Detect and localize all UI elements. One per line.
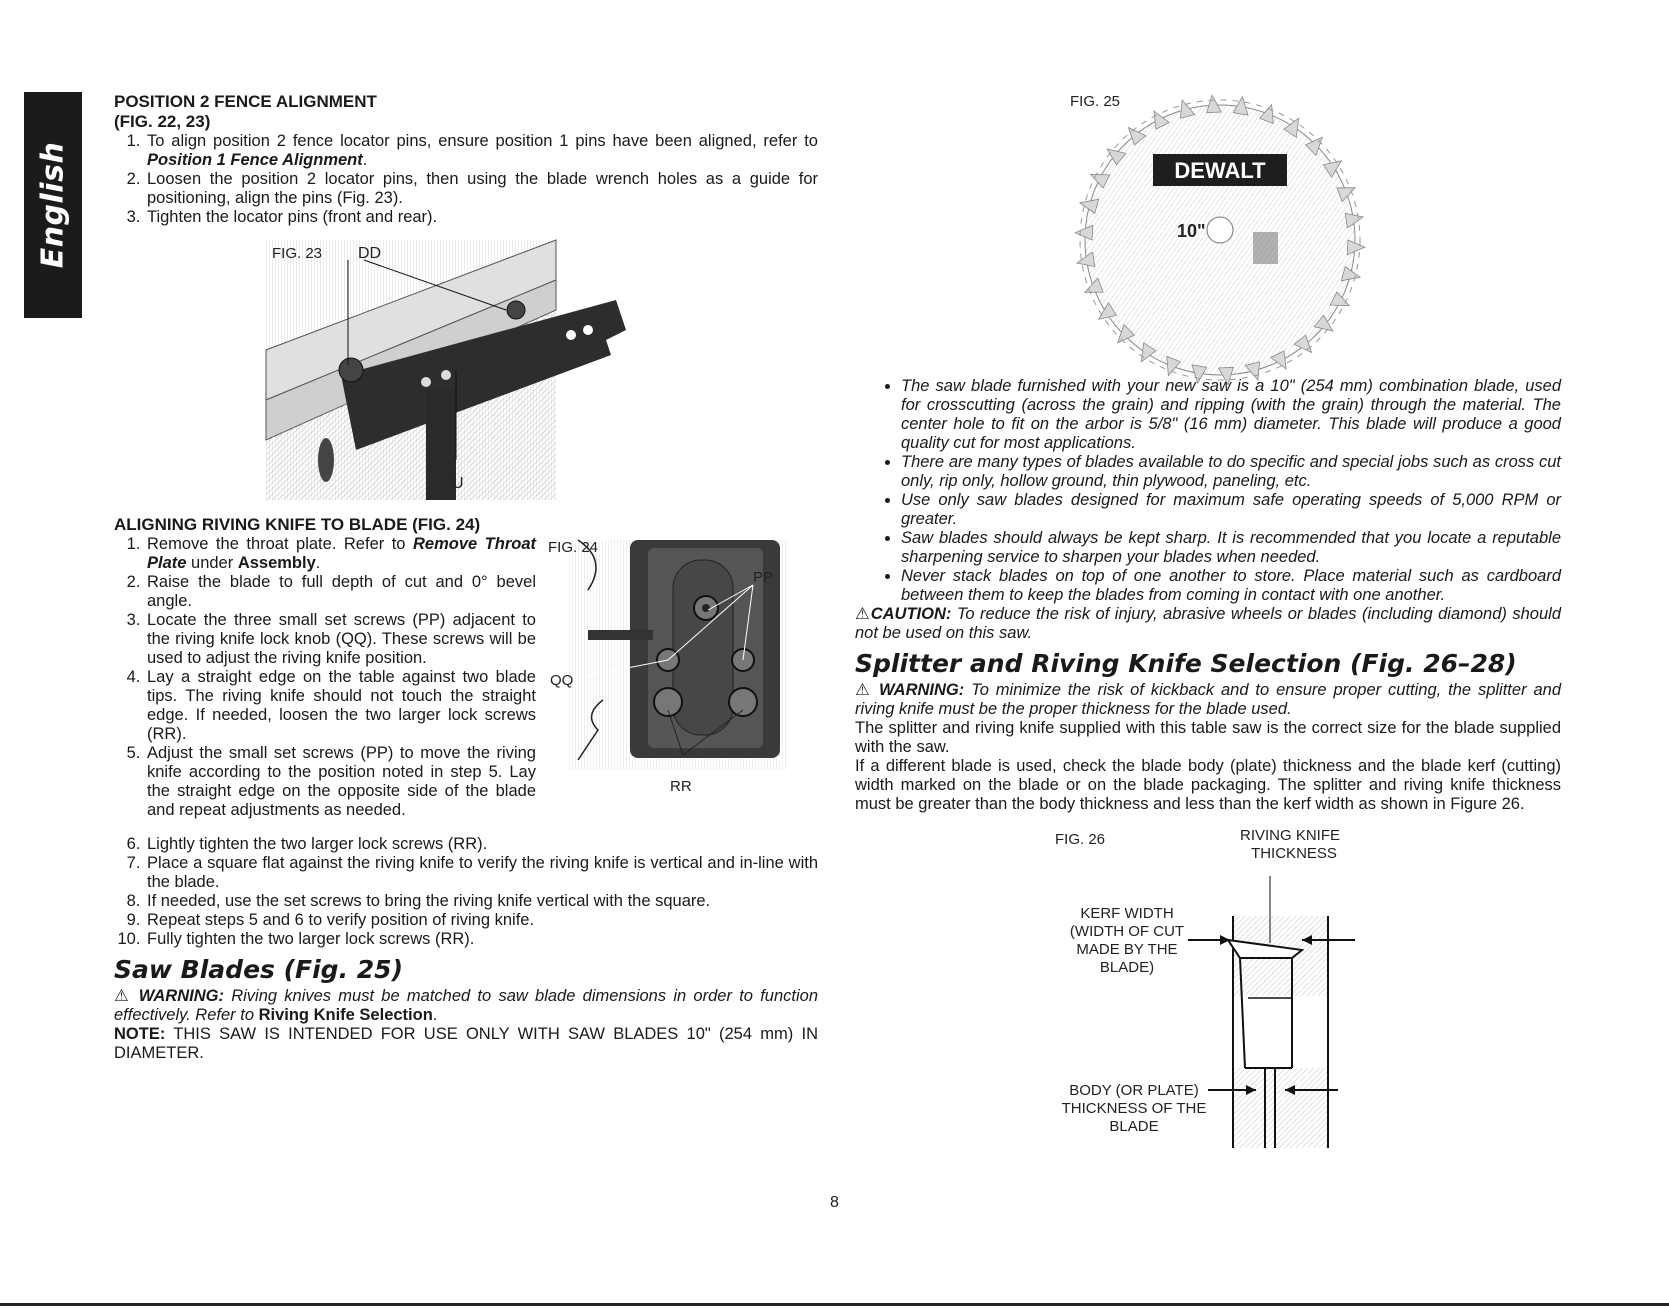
- kerf-label-3: MADE BY THE: [1076, 941, 1178, 958]
- fig24-illustration: [548, 530, 798, 805]
- warning-text: .: [432, 1006, 438, 1024]
- blade-tooth: [1075, 225, 1093, 240]
- paragraph-1: The splitter and riving knife supplied with this table saw is the correct size for the blade supplied with the saw.: [855, 719, 1561, 756]
- step-text: To align position 2 fence locator pins, ensure position 1 pins have been aligned, refer to: [147, 132, 818, 150]
- fig26-label: FIG. 26: [1055, 831, 1106, 848]
- warning-text: Riving knives must be matched to saw blade dimensions in order to function effectively. Refer to: [114, 987, 818, 1024]
- page-number: 8: [830, 1194, 839, 1211]
- caution-label: CAUTION:: [870, 605, 952, 623]
- cross-reference: Riving Knife Selection: [258, 1006, 433, 1024]
- warning-icon: ⚠: [855, 605, 871, 623]
- body-label-1: BODY (OR PLATE): [1069, 1082, 1199, 1099]
- callout-qq: QQ: [550, 672, 574, 689]
- fig23-label: FIG. 23: [272, 245, 323, 262]
- saw-blades-warning: [114, 987, 818, 1025]
- list-item: [145, 132, 818, 170]
- step-text: .: [315, 554, 321, 572]
- riving-section: [114, 515, 536, 820]
- position2-subtitle: (FIG. 22, 23): [114, 112, 211, 131]
- splitter-title: Splitter and Riving Knife Selection (Fig. 26–28): [855, 649, 1517, 678]
- caution-paragraph: [855, 605, 1561, 643]
- list-item: • There are many types of blades available to do specific and special jobs such as cross cut only, rip only, hollow ground, thin plywood, paneling, etc.: [901, 453, 1561, 491]
- saw-blades-title: Saw Blades (Fig. 25): [114, 955, 403, 984]
- warning-icon: ⚠: [114, 987, 132, 1005]
- list-item: 3. Tighten the locator pins (front and rear).: [145, 208, 818, 227]
- list-item: 2. Loosen the position 2 locator pins, then using the blade wrench holes as a guide for positioning, align the pins (Fig. 23).: [145, 170, 818, 208]
- position2-title: POSITION 2 FENCE ALIGNMENT: [114, 92, 377, 111]
- saw-blades-note: [114, 1025, 818, 1063]
- position2-steps: [114, 132, 818, 227]
- fig23-illustration: [266, 240, 651, 500]
- blade-tooth: [1207, 95, 1222, 112]
- list-item: • Never stack blades on top of one another to store. Place material such as cardboard between them to keep the blades from coming in contact with one another.: [901, 567, 1561, 605]
- riving-steps-b-wrap: [114, 835, 818, 1063]
- list-item: • Use only saw blades designed for maximum safe operating speeds of 5,000 RPM or greater.: [901, 491, 1561, 529]
- blade-bullets: [855, 377, 1561, 605]
- callout-u: U: [452, 475, 464, 492]
- callout-rr: RR: [670, 778, 692, 795]
- list-item: [145, 535, 536, 573]
- list-item: 3. Locate the three small set screws (PP) adjacent to the riving knife lock knob (QQ). These screws will be used to adjust the riving knife position.: [145, 611, 536, 668]
- right-column: [855, 377, 1561, 814]
- body-label-3: BLADE: [1109, 1118, 1159, 1135]
- blade-size: 10": [1177, 221, 1206, 241]
- kerf-label-1: KERF WIDTH: [1080, 905, 1174, 922]
- list-item: 8. If needed, use the set screws to bring the riving knife vertical with the square.: [145, 892, 818, 911]
- riving-title: ALIGNING RIVING KNIFE TO BLADE (FIG. 24): [114, 515, 481, 534]
- riving-thickness-label-2: THICKNESS: [1251, 845, 1337, 862]
- riving-thickness-label-1: RIVING KNIFE: [1239, 827, 1341, 844]
- list-item: 2. Raise the blade to full depth of cut and 0° bevel angle.: [145, 573, 536, 611]
- blade-brand: DEWALT: [1174, 158, 1266, 183]
- blade-tooth: [1347, 240, 1365, 255]
- step-text: Remove the throat plate. Refer to: [147, 535, 413, 553]
- fig25-illustration: [1070, 92, 1360, 382]
- list-item: 9. Repeat steps 5 and 6 to verify position of riving knife.: [145, 911, 818, 930]
- riving-steps-a: [114, 535, 536, 820]
- saw-blade-icon: [1075, 95, 1365, 385]
- warning-icon: ⚠: [855, 681, 873, 699]
- fig24-label: FIG. 24: [548, 539, 599, 556]
- bottom-divider: [0, 1303, 1669, 1306]
- cross-reference: Position 1 Fence Alignment: [147, 151, 363, 169]
- kerf-label-4: BLADE): [1099, 959, 1155, 976]
- language-label: English: [35, 141, 71, 269]
- callout-pp: PP: [753, 569, 774, 586]
- list-item: 6. Lightly tighten the two larger lock screws (RR).: [145, 835, 818, 854]
- left-column: [114, 92, 818, 227]
- warning-label: WARNING:: [138, 987, 224, 1005]
- note-label: NOTE:: [114, 1025, 166, 1043]
- list-item: 5. Adjust the small set screws (PP) to move the riving knife according to the position noted in step 5. Lay the straight edge on the opposite side of the blade and repeat adjustments as needed.: [145, 744, 536, 820]
- callout-dd: DD: [358, 245, 382, 262]
- warning-label: WARNING:: [879, 681, 965, 699]
- riving-steps-b: [114, 835, 818, 949]
- cross-reference: Remove Throat Plate: [147, 535, 536, 572]
- language-tab: [24, 92, 82, 318]
- warning-text: To minimize the risk of kickback and to ensure proper cutting, the splitter and riving knife must be the proper thickness for the blade used.: [855, 681, 1561, 718]
- list-item: • The saw blade furnished with your new saw is a 10" (254 mm) combination blade, used for crosscutting (across the grain) and ripping (with the grain) through the material. The center hole to fit on the arbor is 5/8" (16 mm) diameter. This blade will produce a good quality cut for most applications.: [901, 377, 1561, 453]
- step-text: .: [362, 151, 368, 169]
- paragraph-2: If a different blade is used, check the blade body (plate) thickness and the blade kerf (cutting) width marked on the blade or on the blade packaging. The splitter and riving knife thickness must be greater than the body thickness and less than the kerf width as shown in Figure 26.: [855, 757, 1561, 813]
- caution-text: To reduce the risk of injury, abrasive wheels or blades (including diamond) should not be used on this saw.: [855, 605, 1561, 642]
- kerf-label-2: (WIDTH OF CUT: [1069, 923, 1185, 940]
- note-text: THIS SAW IS INTENDED FOR USE ONLY WITH SAW BLADES 10" (254 mm) IN DIAMETER.: [114, 1025, 818, 1062]
- list-item: 10. Fully tighten the two larger lock screws (RR).: [145, 930, 818, 949]
- fig26-diagram: [1030, 827, 1470, 1148]
- fig25-label: FIG. 25: [1070, 93, 1121, 110]
- list-item: • Saw blades should always be kept sharp. It is recommended that you locate a reputable sharpening service to sharpen your blades when needed.: [901, 529, 1561, 567]
- warning2-paragraph: [855, 681, 1561, 719]
- cross-reference: Assembly: [237, 554, 316, 572]
- step-text: under: [186, 554, 238, 572]
- list-item: 7. Place a square flat against the riving knife to verify the riving knife is vertical and in-line with the blade.: [145, 854, 818, 892]
- list-item: 4. Lay a straight edge on the table against two blade tips. The riving knife should not touch the straight edge. If needed, loosen the two larger lock screws (RR).: [145, 668, 536, 744]
- body-label-2: THICKNESS OF THE: [1061, 1100, 1207, 1117]
